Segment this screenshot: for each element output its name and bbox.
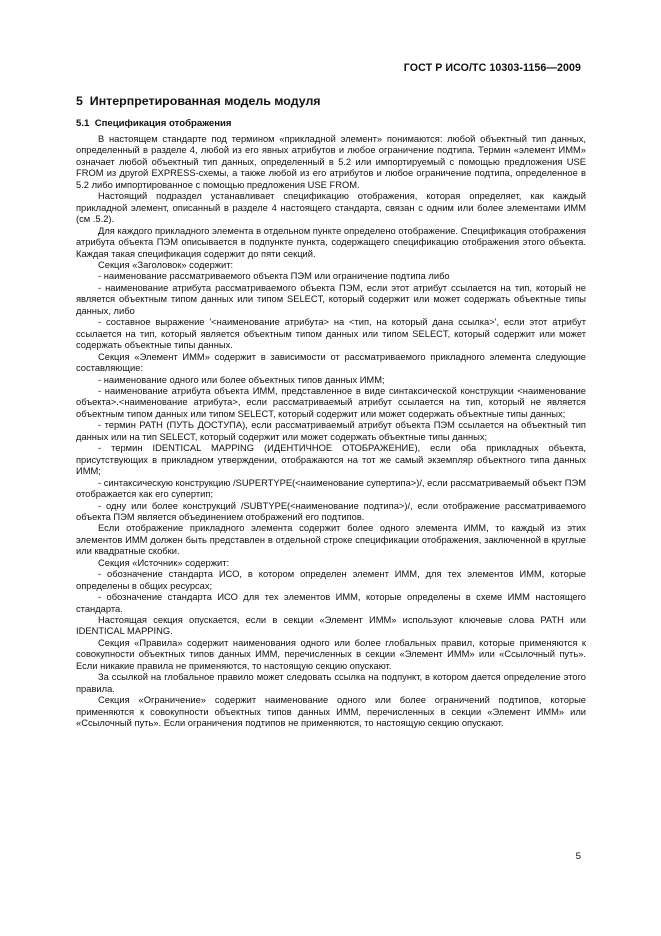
subsection-title: Спецификация отображения bbox=[94, 118, 232, 129]
list-item: - наименование рассматриваемого объекта ПЭМ или ограничение подтипа либо bbox=[98, 271, 450, 282]
list-item: - наименование одного или более объектных типов данных ИММ; bbox=[98, 374, 385, 385]
paragraph: Секция «Элемент ИММ» содержит в зависимости от рассматриваемого прикладного элемента следующие составляющие: bbox=[76, 351, 586, 374]
list-item: - наименование атрибута объекта ИММ, представленное в виде синтаксической конструкции <наименование объекта>.<наименование атрибута>, если рассматриваемый атрибут ссылается на тип, который не является объектным типом данных или типом SELECT, который содержит или может содержать объектные типы данных; bbox=[76, 385, 586, 419]
list-item: - синтаксическую конструкцию /SUPERTYPE(<наименование супертипа>)/, если рассматриваемый объект ПЭМ отображается как его супертип; bbox=[76, 477, 586, 500]
subsection-heading bbox=[76, 118, 586, 130]
paragraph: В настоящем стандарте под термином «прикладной элемент» понимаются: любой объектный тип данных, определенный в разделе 4, любой из его явных атрибутов и любое ограничение подтипа. Термин «элемент ИММ» означает любой объектный тип данных, определенный в 5.2 или импортируемый с помощью предложения USE FROM из другой EXPRESS-схемы, а также любой из его атрибутов и любое ограничение подтипа, определенное в 5.2 либо импортированное с помощью предложения USE FROM. bbox=[76, 134, 586, 190]
paragraph: За ссылкой на глобальное правило может следовать ссылка на подпункт, в котором дается определение этого правила. bbox=[76, 672, 586, 694]
paragraph: Секция «Источник» содержит: bbox=[98, 557, 230, 568]
section-heading bbox=[76, 94, 586, 109]
list-item: - одну или более конструкций /SUBTYPE(<наименование подтипа>)/, если отображение рассматриваемого объекта ПЭМ является объединением отображений его подтипов. bbox=[76, 500, 586, 522]
paragraph: Секция «Заголовок» содержит: bbox=[98, 259, 234, 270]
paragraph: Секция «Ограничение» содержит наименование одного или более ограничений подтипов, которые применяются к совокупности объектных типов данных ИММ, перечисленных в секции «Элемент ИММ» или «Ссылочный путь». Если ограничения подтипов не применяются, то настоящую секцию опускают. bbox=[76, 695, 586, 729]
paragraph: Секция «Правила» содержит наименования одного или более глобальных правил, которые применяются к совокупности объектных типов данных ИММ, перечисленных в секции «Элемент ИММ» или «Ссылочный путь». Если никакие правила не применяются, то настоящую секцию опускают. bbox=[76, 637, 586, 671]
list-item: - обозначение стандарта ИСО для тех элементов ИММ, которые определены в схеме ИММ настоящего стандарта. bbox=[76, 592, 586, 614]
paragraph: Настоящая секция опускается, если в секции «Элемент ИММ» используют ключевые слова PATH или IDENTICAL MAPPING. bbox=[76, 615, 586, 637]
section-number: 5 bbox=[76, 94, 83, 108]
document-header: ГОСТ Р ИСО/ТС 10303-1156—2009 bbox=[403, 62, 581, 74]
page-content bbox=[76, 88, 586, 730]
list-item: - термин PATH (ПУТЬ ДОСТУПА), если рассматриваемый атрибут объекта ПЭМ ссылается на объектный тип данных или на тип SELECT, который содержит или может содержать объектные типы данных; bbox=[76, 420, 586, 442]
paragraph: Настоящий подраздел устанавливает спецификацию отображения, которая определяет, как каждый прикладной элемент, описанный в разделе 4 настоящего стандарта, связан с одним или более элементами ИММ (см .5.2). bbox=[76, 191, 586, 225]
list-item: - наименование атрибута рассматриваемого объекта ПЭМ, если этот атрибут ссылается на тип, который не является объектным типом данных или типом SELECT, который содержит или может содержать объектные типы данных, либо bbox=[76, 282, 586, 316]
section-title: Интерпретированная модель модуля bbox=[89, 94, 321, 108]
paragraph: Если отображение прикладного элемента содержит более одного элемента ИММ, то каждый из этих элементов ИММ должен быть представлен в отдельной строке спецификации отображения, заключенной в круглые или квадратные скобки. bbox=[76, 523, 586, 557]
list-item: - обозначение стандарта ИСО, в котором определен элемент ИММ, для тех элементов ИММ, которые определены в общих ресурсах; bbox=[76, 569, 586, 591]
paragraph: Для каждого прикладного элемента в отдельном пункте определено отображение. Спецификация отображения атрибута объекта ПЭМ описывается в подпункте пункта, содержащего спецификацию отображения этого объекта. Каждая такая спецификация содержит до пяти секций. bbox=[76, 225, 586, 259]
list-item: - термин IDENTICAL MAPPING (ИДЕНТИЧНОЕ ОТОБРАЖЕНИЕ), если оба прикладных объекта, присутствующих в прикладном утверждении, отображаются на тот же самый экземпляр объектного типа данных ИММ; bbox=[76, 443, 586, 477]
subsection-number: 5.1 bbox=[76, 118, 90, 129]
page-number: 5 bbox=[575, 851, 581, 862]
list-item: - составное выражение '<наименование атрибута> на <тип, на который дана ссылка>', если этот атрибут ссылается на тип, который является объектным типом данных или типом SELECT, который содержит или может содержать объектные типы данных. bbox=[76, 317, 586, 351]
